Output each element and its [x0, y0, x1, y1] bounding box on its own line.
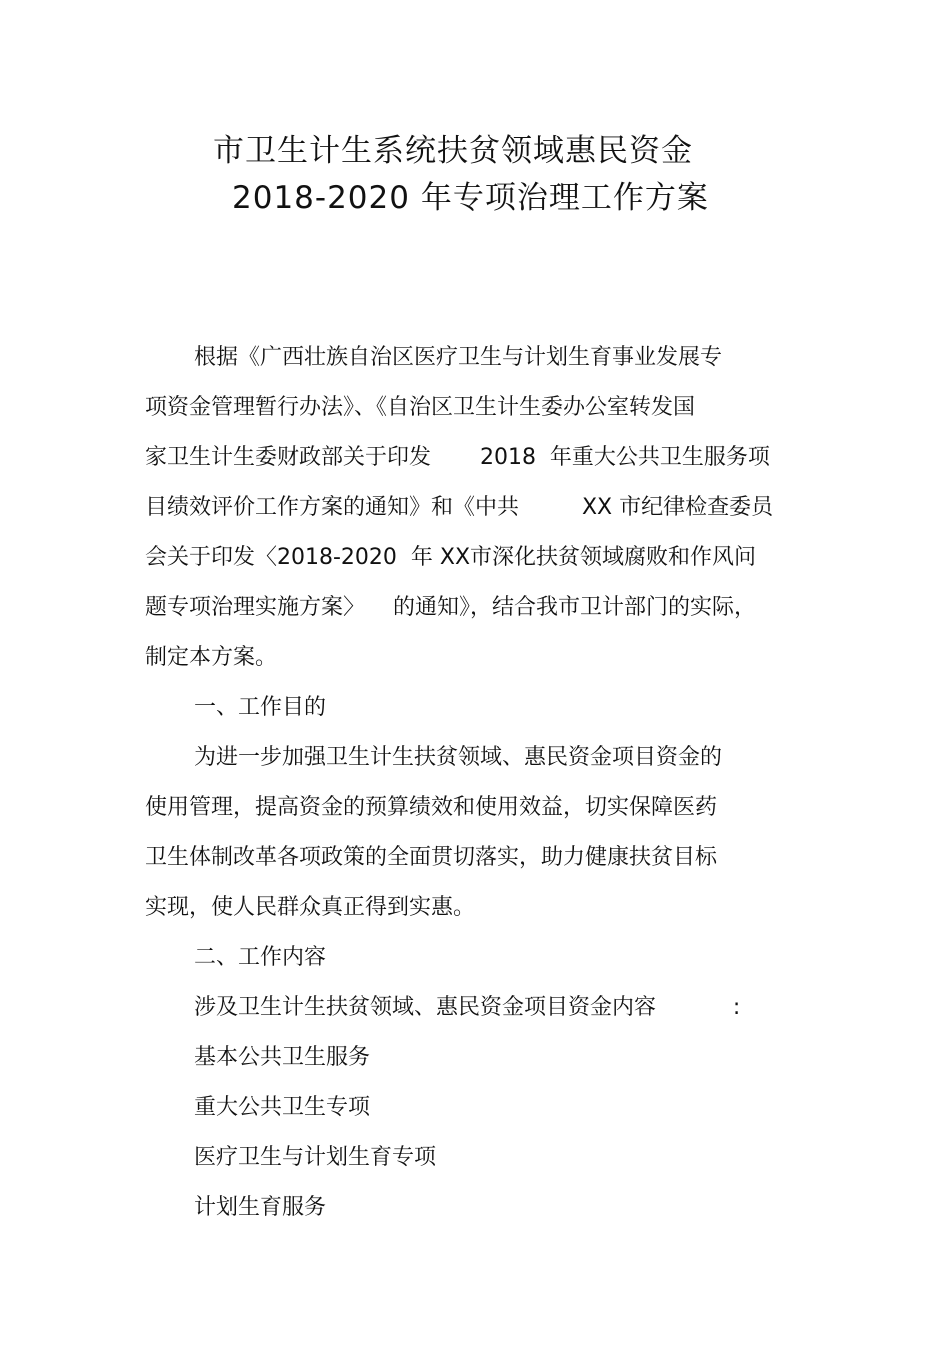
content-intro: 涉及卫生计生扶贫领域、惠民资金项目资金内容 :	[194, 995, 741, 1020]
content-item: 计划生育服务	[194, 1195, 327, 1220]
paragraph-2-line-4: 实现，使人民群众真正得到实惠。	[145, 895, 476, 920]
paragraph-1-line-7: 制定本方案。	[145, 645, 278, 670]
paragraph-1-line-6: 题专项治理实施方案〉 的通知》，结合我市卫计部门的实际，	[145, 595, 756, 620]
paragraph-1-line-3: 家卫生计生委财政部关于印发 2018 年重大公共卫生服务项	[145, 445, 770, 470]
content-item: 医疗卫生与计划生育专项	[194, 1145, 437, 1170]
paragraph-1-line-2: 项资金管理暂行办法》、《自治区卫生计生委办公室转发国	[145, 395, 696, 420]
content-item: 基本公共卫生服务	[194, 1045, 371, 1070]
section-2-heading: 二、工作内容	[194, 945, 327, 970]
document-title-line-2: 2018-2020 年专项治理工作方案	[232, 180, 709, 216]
paragraph-1-line-1: 根据《广西壮族自治区医疗卫生与计划生育事业发展专	[194, 345, 723, 370]
paragraph-1-line-5: 会关于印发〈2018-2020 年 XX市深化扶贫领域腐败和作风问	[145, 545, 757, 570]
paragraph-2-line-2: 使用管理，提高资金的预算绩效和使用效益，切实保障医药	[145, 795, 718, 820]
paragraph-1-line-4: 目绩效评价工作方案的通知》和《中共 XX 市纪律检查委员	[145, 495, 774, 520]
document-title-line-1: 市卫生计生系统扶贫领域惠民资金	[213, 133, 693, 169]
paragraph-2-line-3: 卫生体制改革各项政策的全面贯切落实，助力健康扶贫目标	[145, 845, 718, 870]
content-item: 重大公共卫生专项	[194, 1095, 371, 1120]
paragraph-2-line-1: 为进一步加强卫生计生扶贫领域、惠民资金项目资金的	[194, 745, 723, 770]
section-1-heading: 一、工作目的	[194, 695, 327, 720]
